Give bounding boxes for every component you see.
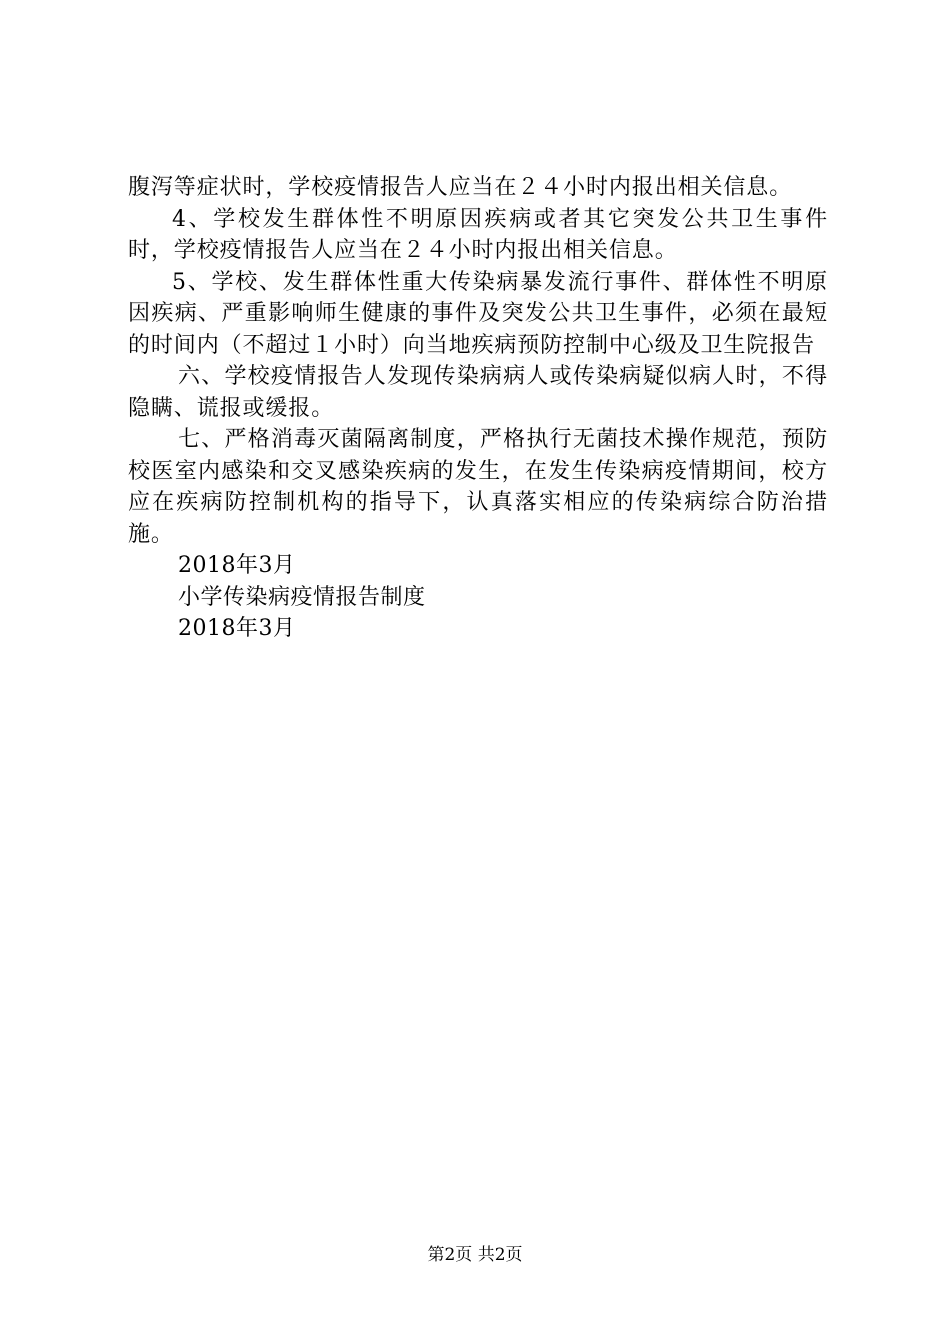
paragraph-continuation: 腹泻等症状时，学校疫情报告人应当在２４小时内报出相关信息。 [128, 175, 793, 200]
paragraph-item-5: 5、学校、发生群体性重大传染病暴发流行事件、群体性不明原因疾病、严重影响师生健康的事件及突发公共卫生事件，必须在最短的时间内（不超过１小时）向当地疾病预防控制中心级及卫生院报告 [128, 269, 828, 358]
page-footer: 第2页 共2页 [427, 1245, 523, 1265]
date-line-1: 2018年3月 [178, 553, 296, 578]
paragraph-item-six: 六、学校疫情报告人发现传染病病人或传染病疑似病人时，不得隐瞒、谎报或缓报。 [128, 364, 828, 421]
document-body [128, 172, 828, 645]
document-title-line: 小学传染病疫情报告制度 [178, 584, 426, 610]
paragraph-item-4: 4、学校发生群体性不明原因疾病或者其它突发公共卫生事件时，学校疫情报告人应当在２４小时内报出相关信息。 [128, 206, 828, 263]
date-line-2: 2018年3月 [178, 616, 296, 641]
paragraph-item-seven: 七、严格消毒灭菌隔离制度，严格执行无菌技术操作规范，预防校医室内感染和交叉感染疾病的发生，在发生传染病疫情期间，校方应在疾病防控制机构的指导下，认真落实相应的传染病综合防治措施。 [128, 427, 828, 547]
